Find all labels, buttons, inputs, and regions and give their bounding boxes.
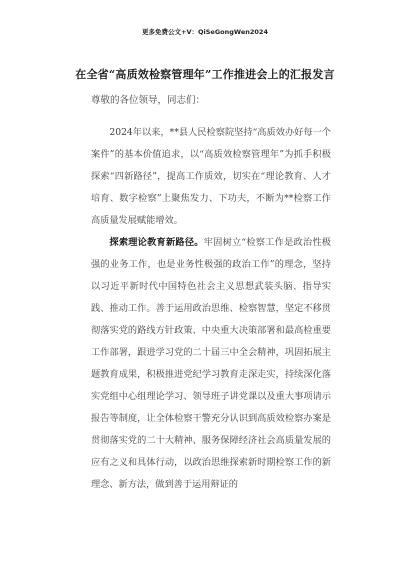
paragraph-2	[91, 232, 331, 496]
document-title: 在全省“高质效检察管理年”工作推进会上的汇报发言	[75, 68, 335, 81]
salutation: 尊敬的各位领导，同志们：	[91, 95, 206, 106]
header-note: 更多免费公文+V：QiSeGongWen2024	[142, 28, 268, 36]
paragraph-2-lead: 探索理论教育新路径。	[109, 237, 204, 248]
paragraph-2-body: 牢固树立“检察工作是政治性极强的业务工作，也是业务性极强的政治工作”的理念，坚持以习近平新时代中国特色社会主义思想武装头脑、指导实践、推动工作。善于运用政治思维、检察智慧，坚定不移贯彻落实党的路线方针政策、中央重大决策部署和最高检重要工作部署，跟进学习党的二十届三中全会精神，巩固拓展主题教育成果，积极推进党纪学习教育走深走实，持续深化落实党组中心组理论学习、领导班子讲党课以及重大事项请示报告等制度，让全体检察干警充分认识到高质效检察办案是贯彻落实党的二十大精神、服务保障经济社会高质量发展的应有之义和具体行动，以政治思维探索新时期检察工作的新理念、新方法，做到善于运用辩证的	[91, 237, 331, 490]
paragraph-1: 2024年以来，**县人民检察院坚持“高质效办好每一个案件”的基本价值追求，以“高质效检察管理年”为抓手积极探索“四新路径”，提高工作质效，切实在“理论教育、人才培育、数字检察”上聚焦发力、下功夫，不断为**检察工作高质量发展赋能增效。	[91, 127, 331, 226]
